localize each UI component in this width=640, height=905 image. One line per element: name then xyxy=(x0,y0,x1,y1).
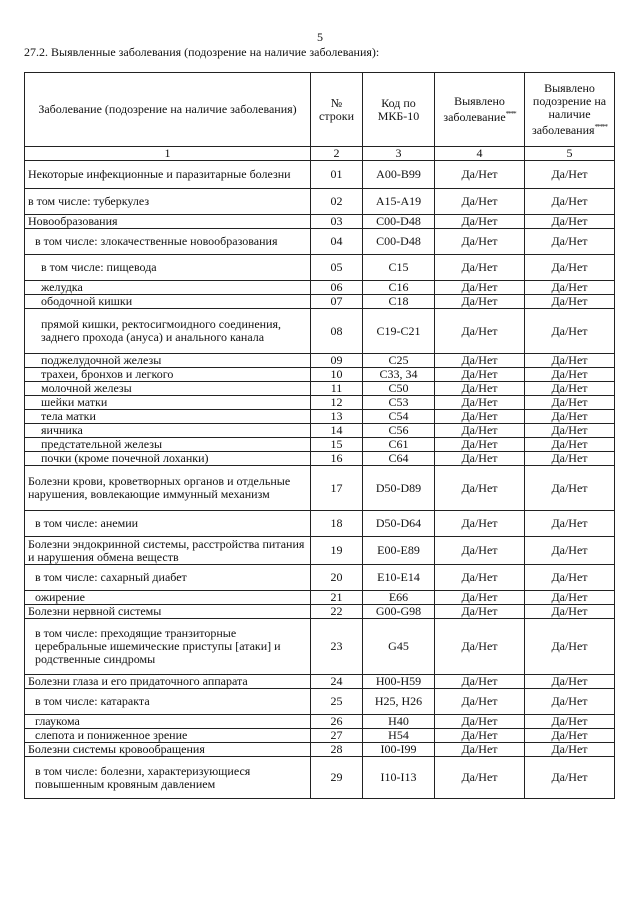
detected-disease-value: Да/Нет xyxy=(435,309,525,354)
row-name: желудка xyxy=(25,281,311,295)
header-disease: Заболевание (подозрение на наличие заболевания) xyxy=(25,73,311,147)
icd-code: C18 xyxy=(363,295,435,309)
detected-suspicion-value: Да/Нет xyxy=(525,368,615,382)
detected-disease-value: Да/Нет xyxy=(435,689,525,715)
table-row xyxy=(25,410,615,424)
detected-suspicion-value: Да/Нет xyxy=(525,396,615,410)
icd-code: C33, 34 xyxy=(363,368,435,382)
diseases-table xyxy=(24,72,615,799)
detected-disease-value: Да/Нет xyxy=(435,396,525,410)
detected-suspicion-value: Да/Нет xyxy=(525,438,615,452)
detected-disease-value: Да/Нет xyxy=(435,229,525,255)
row-name: слепота и пониженное зрение xyxy=(25,729,311,743)
column-number: 5 xyxy=(525,147,615,161)
detected-disease-value: Да/Нет xyxy=(435,189,525,215)
icd-code: C00-D48 xyxy=(363,215,435,229)
detected-disease-value: Да/Нет xyxy=(435,605,525,619)
detected-suspicion-value: Да/Нет xyxy=(525,743,615,757)
row-name: Новообразования xyxy=(25,215,311,229)
detected-disease-value: Да/Нет xyxy=(435,382,525,396)
detected-disease-value: Да/Нет xyxy=(435,295,525,309)
row-name: в том числе: анемии xyxy=(25,511,311,537)
column-number: 3 xyxy=(363,147,435,161)
column-numbers-row xyxy=(25,147,615,161)
table-row xyxy=(25,229,615,255)
row-number: 16 xyxy=(311,452,363,466)
detected-disease-value: Да/Нет xyxy=(435,255,525,281)
table-row xyxy=(25,689,615,715)
table-row xyxy=(25,757,615,799)
icd-code: C00-D48 xyxy=(363,229,435,255)
icd-code: C19-C21 xyxy=(363,309,435,354)
row-number: 20 xyxy=(311,565,363,591)
table-row xyxy=(25,396,615,410)
row-name: почки (кроме почечной лоханки) xyxy=(25,452,311,466)
table-row xyxy=(25,452,615,466)
table-row xyxy=(25,368,615,382)
detected-suspicion-value: Да/Нет xyxy=(525,729,615,743)
row-number: 06 xyxy=(311,281,363,295)
table-row xyxy=(25,424,615,438)
detected-disease-value: Да/Нет xyxy=(435,161,525,189)
detected-suspicion-value: Да/Нет xyxy=(525,354,615,368)
detected-suspicion-value: Да/Нет xyxy=(525,675,615,689)
row-number: 26 xyxy=(311,715,363,729)
detected-suspicion-value: Да/Нет xyxy=(525,689,615,715)
row-number: 05 xyxy=(311,255,363,281)
table-row xyxy=(25,675,615,689)
row-name: поджелудочной железы xyxy=(25,354,311,368)
row-name: молочной железы xyxy=(25,382,311,396)
header-icd-code: Код по МКБ-10 xyxy=(363,73,435,147)
icd-code: C16 xyxy=(363,281,435,295)
column-number: 4 xyxy=(435,147,525,161)
table-row xyxy=(25,215,615,229)
detected-suspicion-value: Да/Нет xyxy=(525,757,615,799)
row-name: Болезни нервной системы xyxy=(25,605,311,619)
row-name: глаукома xyxy=(25,715,311,729)
row-number: 27 xyxy=(311,729,363,743)
header-detected-suspicion: Выявлено подозрение на наличие заболевания***** xyxy=(525,73,615,147)
detected-disease-value: Да/Нет xyxy=(435,757,525,799)
icd-code: C50 xyxy=(363,382,435,396)
detected-disease-value: Да/Нет xyxy=(435,591,525,605)
icd-code: C53 xyxy=(363,396,435,410)
table-row xyxy=(25,619,615,675)
row-number: 21 xyxy=(311,591,363,605)
row-name: в том числе: сахарный диабет xyxy=(25,565,311,591)
column-number: 1 xyxy=(25,147,311,161)
row-number: 07 xyxy=(311,295,363,309)
detected-suspicion-value: Да/Нет xyxy=(525,161,615,189)
detected-suspicion-value: Да/Нет xyxy=(525,466,615,511)
row-number: 25 xyxy=(311,689,363,715)
icd-code: A15-A19 xyxy=(363,189,435,215)
icd-code: G45 xyxy=(363,619,435,675)
icd-code: I10-I13 xyxy=(363,757,435,799)
icd-code: H40 xyxy=(363,715,435,729)
icd-code: G00-G98 xyxy=(363,605,435,619)
row-number: 18 xyxy=(311,511,363,537)
icd-code: C56 xyxy=(363,424,435,438)
row-name: трахеи, бронхов и легкого xyxy=(25,368,311,382)
row-name: Болезни системы кровообращения xyxy=(25,743,311,757)
row-name: Болезни глаза и его придаточного аппарата xyxy=(25,675,311,689)
detected-suspicion-value: Да/Нет xyxy=(525,537,615,565)
detected-suspicion-value: Да/Нет xyxy=(525,382,615,396)
row-number: 15 xyxy=(311,438,363,452)
icd-code: D50-D64 xyxy=(363,511,435,537)
detected-disease-value: Да/Нет xyxy=(435,438,525,452)
detected-disease-value: Да/Нет xyxy=(435,729,525,743)
icd-code: H00-H59 xyxy=(363,675,435,689)
table-row xyxy=(25,161,615,189)
row-number: 28 xyxy=(311,743,363,757)
table-row xyxy=(25,743,615,757)
detected-suspicion-value: Да/Нет xyxy=(525,229,615,255)
detected-disease-value: Да/Нет xyxy=(435,281,525,295)
detected-suspicion-value: Да/Нет xyxy=(525,715,615,729)
footnote-mark: **** xyxy=(505,110,516,118)
row-number: 02 xyxy=(311,189,363,215)
icd-code: C61 xyxy=(363,438,435,452)
row-name: ожирение xyxy=(25,591,311,605)
icd-code: E00-E89 xyxy=(363,537,435,565)
row-name: в том числе: туберкулез xyxy=(25,189,311,215)
detected-disease-value: Да/Нет xyxy=(435,452,525,466)
detected-disease-value: Да/Нет xyxy=(435,715,525,729)
detected-suspicion-value: Да/Нет xyxy=(525,189,615,215)
row-name: в том числе: пищевода xyxy=(25,255,311,281)
detected-disease-value: Да/Нет xyxy=(435,743,525,757)
row-number: 12 xyxy=(311,396,363,410)
icd-code: C64 xyxy=(363,452,435,466)
detected-suspicion-value: Да/Нет xyxy=(525,281,615,295)
row-name: Некоторые инфекционные и паразитарные болезни xyxy=(25,161,311,189)
row-name: Болезни эндокринной системы, расстройства питания и нарушения обмена веществ xyxy=(25,537,311,565)
icd-code: A00-B99 xyxy=(363,161,435,189)
detected-disease-value: Да/Нет xyxy=(435,424,525,438)
row-name: в том числе: злокачественные новообразования xyxy=(25,229,311,255)
row-name: в том числе: болезни, характеризующиеся повышенным кровяным давлением xyxy=(25,757,311,799)
row-name: тела матки xyxy=(25,410,311,424)
table-row xyxy=(25,281,615,295)
table-row xyxy=(25,189,615,215)
row-name: в том числе: катаракта xyxy=(25,689,311,715)
footnote-mark: ***** xyxy=(594,123,608,131)
row-name: яичника xyxy=(25,424,311,438)
detected-suspicion-value: Да/Нет xyxy=(525,511,615,537)
table-row xyxy=(25,729,615,743)
table-row xyxy=(25,438,615,452)
header-detected-disease: Выявлено заболевание**** xyxy=(435,73,525,147)
row-number: 23 xyxy=(311,619,363,675)
table-row xyxy=(25,354,615,368)
header-row-no: № строки xyxy=(311,73,363,147)
row-number: 13 xyxy=(311,410,363,424)
table-row xyxy=(25,511,615,537)
detected-disease-value: Да/Нет xyxy=(435,619,525,675)
icd-code: C25 xyxy=(363,354,435,368)
icd-code: E66 xyxy=(363,591,435,605)
detected-disease-value: Да/Нет xyxy=(435,410,525,424)
table-row xyxy=(25,382,615,396)
table-row xyxy=(25,591,615,605)
detected-suspicion-value: Да/Нет xyxy=(525,295,615,309)
table-row xyxy=(25,605,615,619)
row-name: в том числе: преходящие транзиторные церебральные ишемические приступы [атаки] и родственные синдромы xyxy=(25,619,311,675)
section-title: 27.2. Выявленные заболевания (подозрение на наличие заболевания): xyxy=(24,45,380,59)
row-name: прямой кишки, ректосигмоидного соединения, заднего прохода (ануса) и анального канала xyxy=(25,309,311,354)
row-number: 29 xyxy=(311,757,363,799)
row-number: 04 xyxy=(311,229,363,255)
detected-disease-value: Да/Нет xyxy=(435,354,525,368)
detected-disease-value: Да/Нет xyxy=(435,565,525,591)
detected-suspicion-value: Да/Нет xyxy=(525,619,615,675)
row-name: шейки матки xyxy=(25,396,311,410)
row-number: 24 xyxy=(311,675,363,689)
detected-disease-value: Да/Нет xyxy=(435,511,525,537)
detected-suspicion-value: Да/Нет xyxy=(525,424,615,438)
row-name: Болезни крови, кроветворных органов и отдельные нарушения, вовлекающие иммунный механизм xyxy=(25,466,311,511)
row-number: 14 xyxy=(311,424,363,438)
detected-disease-value: Да/Нет xyxy=(435,675,525,689)
detected-suspicion-value: Да/Нет xyxy=(525,591,615,605)
table-row xyxy=(25,295,615,309)
table-row xyxy=(25,309,615,354)
row-number: 10 xyxy=(311,368,363,382)
row-number: 09 xyxy=(311,354,363,368)
icd-code: H25, H26 xyxy=(363,689,435,715)
detected-suspicion-value: Да/Нет xyxy=(525,215,615,229)
icd-code: C15 xyxy=(363,255,435,281)
detected-suspicion-value: Да/Нет xyxy=(525,605,615,619)
detected-suspicion-value: Да/Нет xyxy=(525,309,615,354)
row-number: 19 xyxy=(311,537,363,565)
row-number: 17 xyxy=(311,466,363,511)
icd-code: E10-E14 xyxy=(363,565,435,591)
row-number: 11 xyxy=(311,382,363,396)
icd-code: I00-I99 xyxy=(363,743,435,757)
detected-disease-value: Да/Нет xyxy=(435,537,525,565)
detected-disease-value: Да/Нет xyxy=(435,215,525,229)
row-name: ободочной кишки xyxy=(25,295,311,309)
row-number: 01 xyxy=(311,161,363,189)
icd-code: D50-D89 xyxy=(363,466,435,511)
icd-code: H54 xyxy=(363,729,435,743)
detected-disease-value: Да/Нет xyxy=(435,368,525,382)
table-row xyxy=(25,466,615,511)
table-row xyxy=(25,255,615,281)
column-number: 2 xyxy=(311,147,363,161)
icd-code: C54 xyxy=(363,410,435,424)
detected-suspicion-value: Да/Нет xyxy=(525,452,615,466)
table-row xyxy=(25,565,615,591)
row-number: 03 xyxy=(311,215,363,229)
detected-suspicion-value: Да/Нет xyxy=(525,255,615,281)
table-row xyxy=(25,537,615,565)
detected-disease-value: Да/Нет xyxy=(435,466,525,511)
row-number: 22 xyxy=(311,605,363,619)
detected-suspicion-value: Да/Нет xyxy=(525,565,615,591)
row-name: предстательной железы xyxy=(25,438,311,452)
detected-suspicion-value: Да/Нет xyxy=(525,410,615,424)
table-row xyxy=(25,715,615,729)
row-number: 08 xyxy=(311,309,363,354)
page-number: 5 xyxy=(317,30,323,44)
